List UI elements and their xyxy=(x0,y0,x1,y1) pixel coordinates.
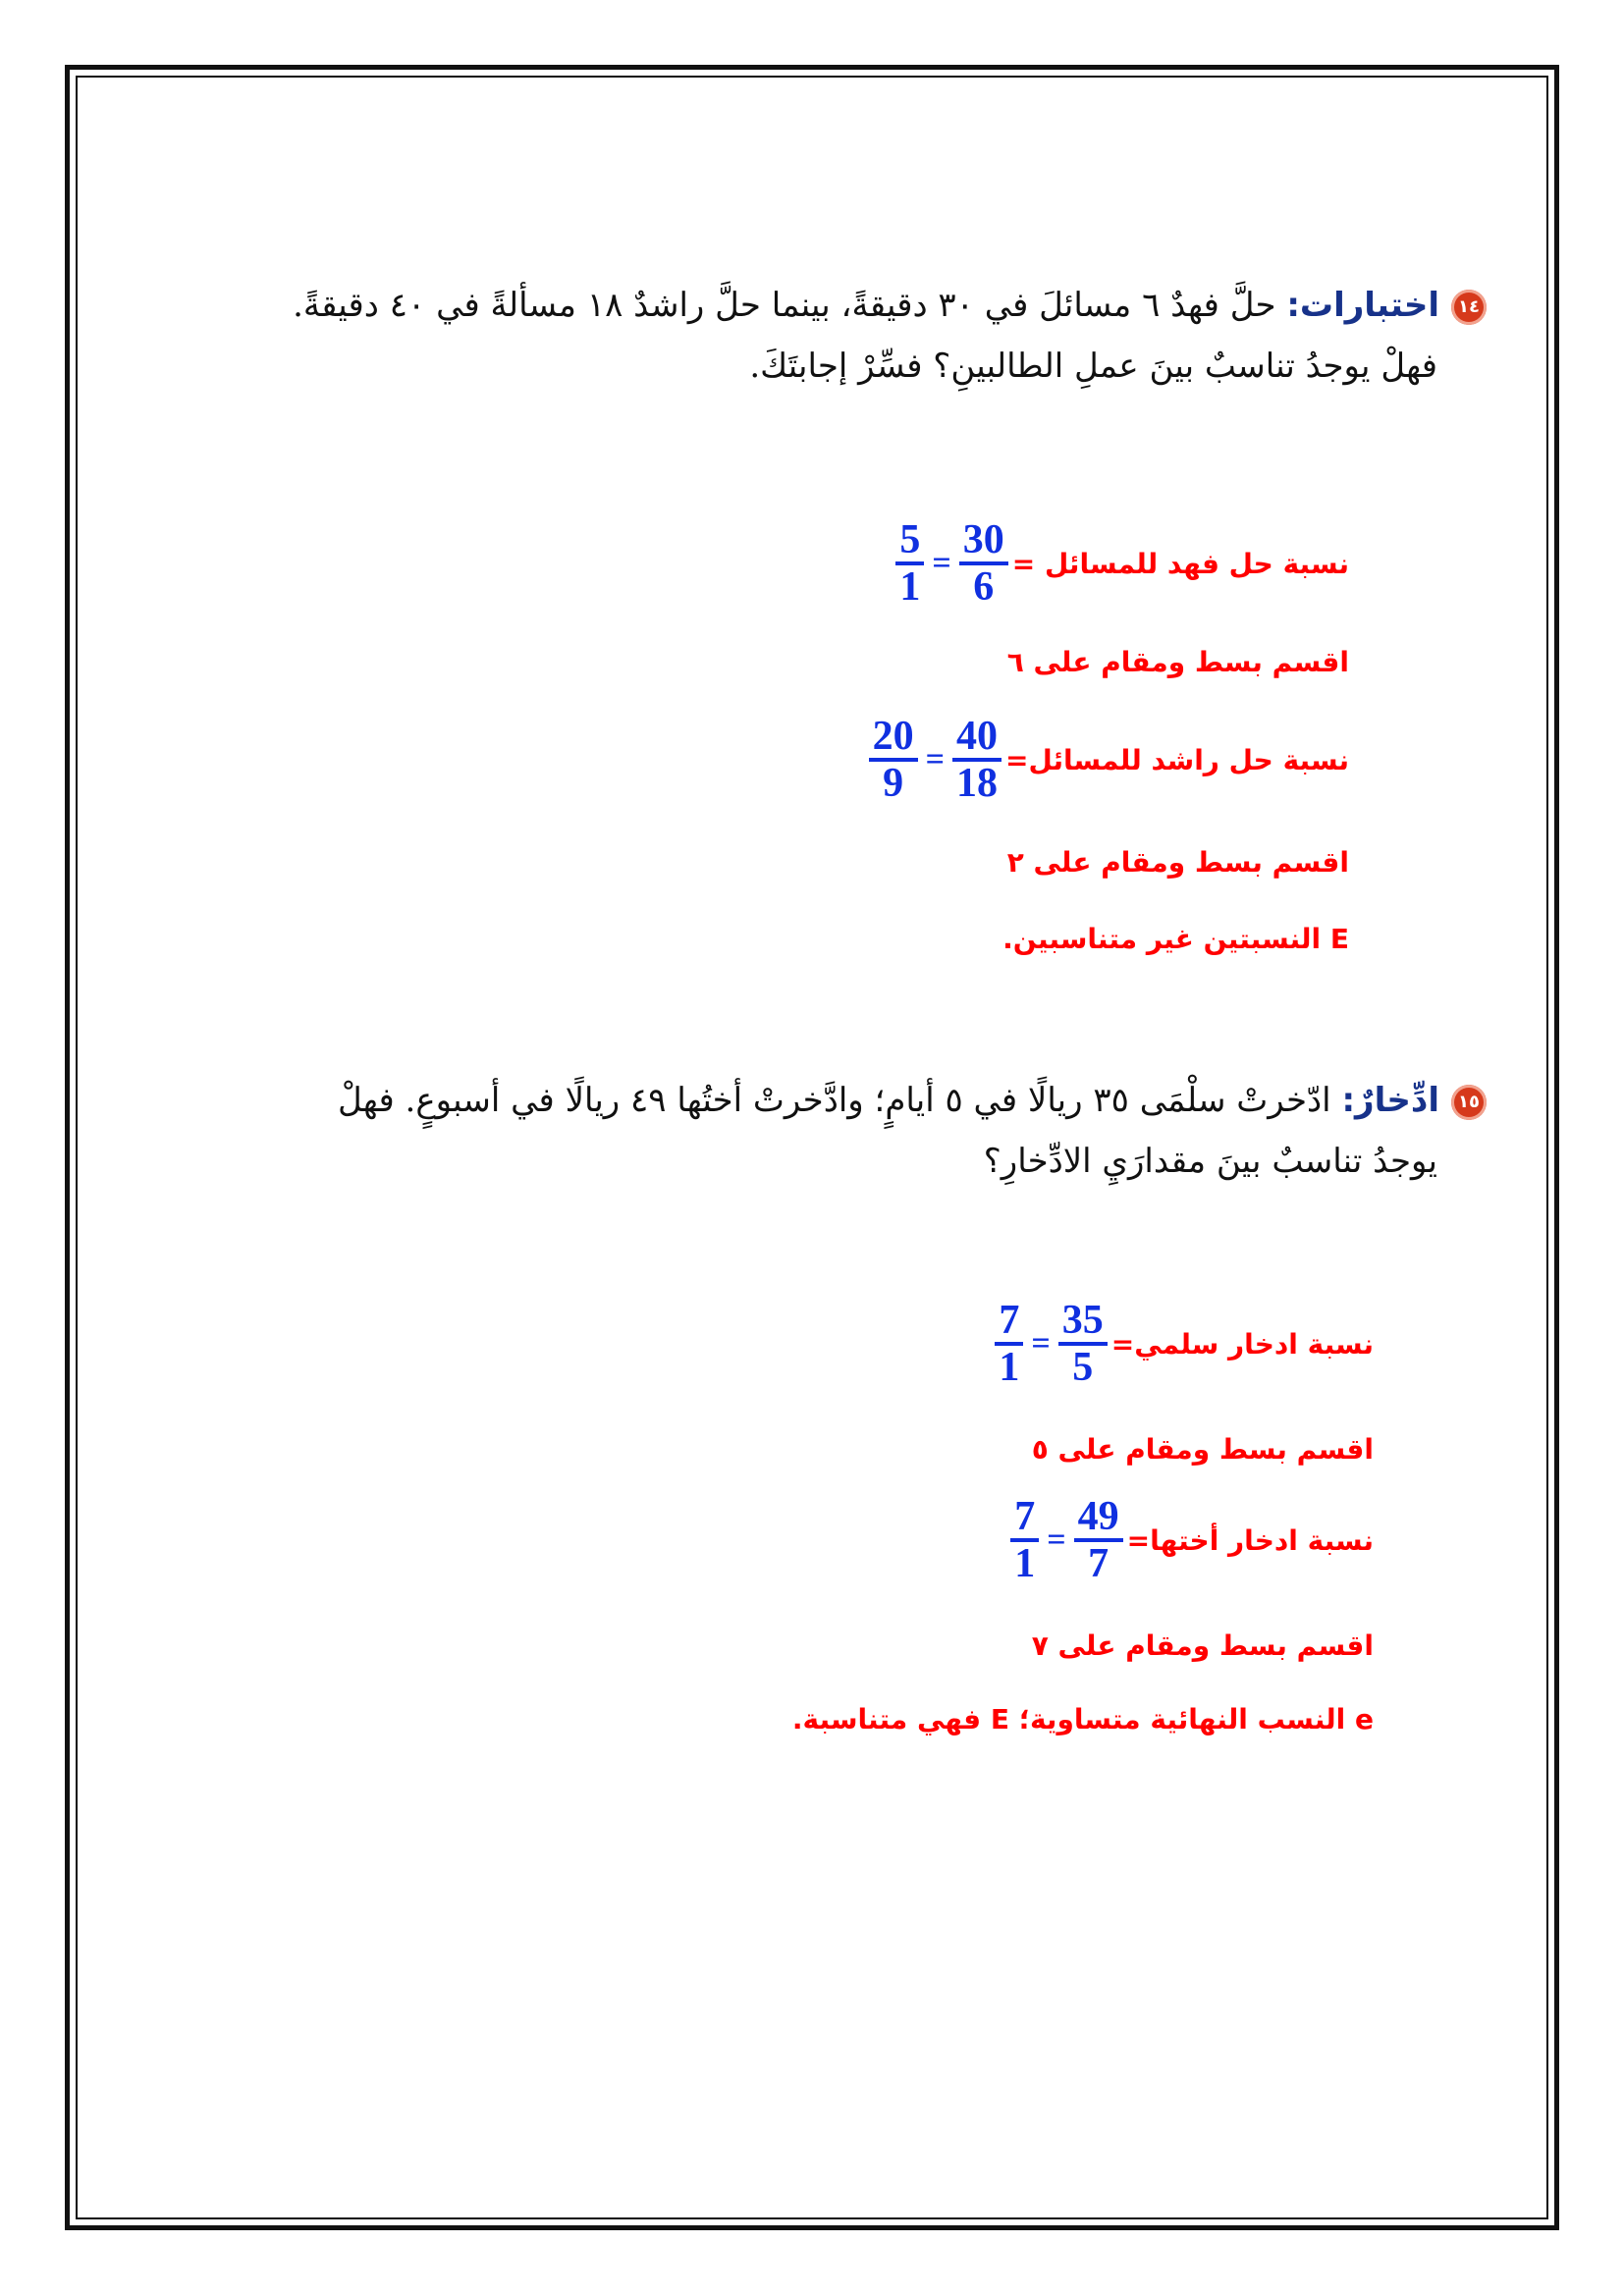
solution-15-conclusion: e النسب النهائية متساوية؛ E فهي متناسبة. xyxy=(791,1703,1374,1735)
denominator: 18 xyxy=(956,761,999,806)
fraction xyxy=(869,714,918,806)
denominator: 9 xyxy=(883,761,904,806)
problem-14-line1 xyxy=(132,275,1487,336)
fraction xyxy=(995,1298,1023,1390)
numerator: 49 xyxy=(1074,1497,1123,1542)
denominator: 1 xyxy=(999,1345,1020,1390)
solution-15-step2: اقسم بسط ومقام على ٧ xyxy=(1031,1629,1374,1662)
rashid-ratio-row xyxy=(865,714,1349,806)
solution-15-step1: اقسم بسط ومقام على ٥ xyxy=(1031,1433,1374,1466)
fraction xyxy=(959,517,1008,610)
numerator: 20 xyxy=(869,717,918,762)
numerator: 30 xyxy=(959,520,1008,565)
problem-14-line2: فهلْ يوجدُ تناسبٌ بينَ عملِ الطالبينِ؟ فسِّرْ إجابتَكَ. xyxy=(749,347,1437,386)
numerator: 7 xyxy=(1010,1497,1039,1542)
problem-15 xyxy=(151,1070,1487,1192)
salma-ratio-label: نسبة ادخار سلمي= xyxy=(1110,1327,1374,1361)
equals-sign: = xyxy=(932,545,951,581)
equals-sign: = xyxy=(925,741,946,777)
fraction xyxy=(1058,1298,1108,1390)
problem-text: ادّخرتْ سلْمَى ٣٥ ريالًا في ٥ أيامٍ؛ وادَّخرتْ أختُها ٤٩ ريالًا في أسبوعٍ. فهلْ xyxy=(338,1081,1331,1120)
fraction xyxy=(1010,1494,1039,1586)
equals-sign: = xyxy=(1031,1325,1051,1362)
problem-number-badge: ١٤ xyxy=(1451,290,1487,325)
denominator: 1 xyxy=(1014,1541,1036,1586)
fraction xyxy=(895,517,924,610)
numerator: 7 xyxy=(995,1301,1023,1346)
fahd-ratio-row xyxy=(892,517,1349,610)
salma-ratio-row xyxy=(991,1298,1374,1390)
problem-text: حلَّ فهدٌ ٦ مسائلَ في ٣٠ دقيقةً، بينما حلَّ راشدٌ ١٨ مسألةً في ٤٠ دقيقةً. xyxy=(293,286,1276,325)
problem-15-line2: يوجدُ تناسبٌ بينَ مقدارَيِ الادِّخارِ؟ xyxy=(983,1142,1437,1181)
denominator: 7 xyxy=(1088,1541,1110,1586)
denominator: 5 xyxy=(1072,1345,1094,1390)
problem-keyword: ادِّخارٌ: xyxy=(1341,1081,1439,1120)
fahd-ratio-label: نسبة حل فهد للمسائل = xyxy=(1011,547,1349,580)
problem-number-badge: ١٥ xyxy=(1451,1085,1487,1120)
solution-14-step1: اقسم بسط ومقام على ٦ xyxy=(1006,646,1349,678)
denominator: 6 xyxy=(973,564,995,610)
fraction xyxy=(952,714,1001,806)
numerator: 40 xyxy=(952,717,1001,762)
solution-14-conclusion: E النسبتين غير متناسبين. xyxy=(1002,923,1349,955)
equals-sign: = xyxy=(1047,1522,1066,1558)
problem-keyword: اختبارات: xyxy=(1286,286,1439,325)
numerator: 35 xyxy=(1058,1301,1108,1346)
fraction xyxy=(1074,1494,1123,1586)
sister-ratio-row xyxy=(1006,1494,1374,1586)
rashid-ratio-label: نسبة حل راشد للمسائل= xyxy=(1005,743,1349,776)
sister-ratio-label: نسبة ادخار أختها= xyxy=(1126,1523,1374,1557)
denominator: 1 xyxy=(899,564,921,610)
problem-14 xyxy=(132,275,1487,397)
problem-15-line1 xyxy=(151,1070,1487,1131)
numerator: 5 xyxy=(895,520,924,565)
solution-14-step2: اقسم بسط ومقام على ٢ xyxy=(1006,846,1349,879)
